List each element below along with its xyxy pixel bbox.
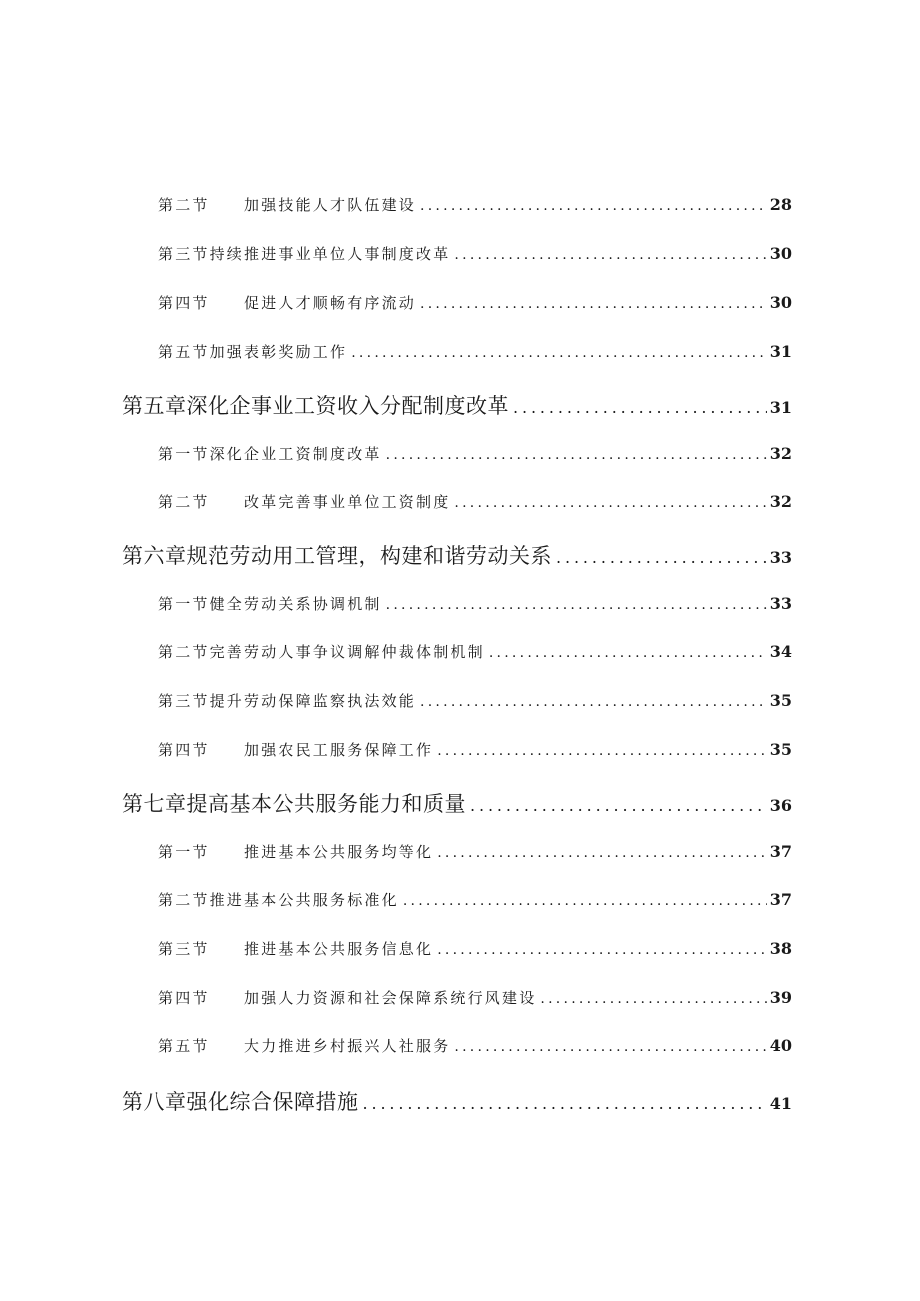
toc-page-number: 28 <box>769 195 792 214</box>
toc-entry-title: 持续推进事业单位人事制度改革 <box>209 245 451 263</box>
toc-section-entry[interactable] <box>158 889 792 910</box>
toc-entry-label <box>158 443 382 464</box>
toc-dot-leader <box>489 645 767 661</box>
toc-dot-leader <box>454 247 766 263</box>
toc-dot-leader <box>454 1039 766 1055</box>
toc-page-number: 32 <box>769 492 792 511</box>
toc-entry-label <box>158 690 416 711</box>
toc-entry-number: 第三节 <box>158 940 210 958</box>
toc-entry-number: 第二节 <box>158 493 210 511</box>
toc-entry-number: 第一节 <box>158 445 210 463</box>
toc-entry-label <box>122 390 509 420</box>
toc-entry-title: 加强表彰奖励工作 <box>209 343 348 361</box>
toc-entry-title: 促进人才顺畅有序流动 <box>244 294 417 312</box>
toc-entry-number: 第四节 <box>158 294 210 312</box>
toc-dot-leader <box>420 198 767 214</box>
toc-page-number: 31 <box>769 342 792 361</box>
toc-entry-number: 第二节 <box>158 643 210 661</box>
toc-section-entry[interactable] <box>158 841 792 862</box>
toc-chapter-entry[interactable] <box>122 540 792 570</box>
toc-entry-label <box>158 194 416 215</box>
toc-dot-leader <box>540 991 766 1007</box>
toc-chapter-entry[interactable] <box>122 1086 792 1116</box>
toc-entry-number: 第二节 <box>158 196 210 214</box>
toc-entry-label <box>158 1035 450 1056</box>
toc-entry-title: 提高基本公共服务能力和质量 <box>186 792 466 816</box>
toc-entry-number: 第五章 <box>122 394 187 418</box>
toc-dot-leader <box>470 796 767 815</box>
toc-entry-number: 第八章 <box>122 1090 187 1114</box>
toc-entry-label <box>158 292 416 313</box>
toc-entry-label <box>122 788 466 818</box>
toc-dot-leader <box>437 942 767 958</box>
toc-page-number: 30 <box>769 293 792 312</box>
toc-entry-label <box>158 593 382 614</box>
toc-entry-title: 提升劳动保障监察执法效能 <box>209 692 417 710</box>
toc-entry-number: 第一节 <box>158 843 210 861</box>
toc-page-number: 35 <box>769 691 792 710</box>
toc-dot-leader <box>437 743 767 759</box>
toc-section-entry[interactable] <box>158 690 792 711</box>
toc-dot-leader <box>437 845 767 861</box>
toc-entry-label <box>158 243 450 264</box>
toc-entry-title: 加强人力资源和社会保障系统行风建设 <box>244 989 537 1007</box>
toc-section-entry[interactable] <box>158 243 792 264</box>
toc-section-entry[interactable] <box>158 938 792 959</box>
toc-entry-title: 健全劳动关系协调机制 <box>209 595 382 613</box>
toc-entry-label <box>122 540 552 570</box>
toc-entry-label <box>158 641 485 662</box>
toc-entry-number: 第四节 <box>158 989 210 1007</box>
toc-section-entry[interactable] <box>158 443 792 464</box>
toc-dot-leader <box>556 548 767 567</box>
toc-entry-title: 推进基本公共服务标准化 <box>209 891 399 909</box>
toc-entry-label <box>158 739 433 760</box>
toc-entry-title: 改革完善事业单位工资制度 <box>244 493 451 511</box>
toc-entry-label <box>158 491 450 512</box>
toc-page-number: 30 <box>769 244 792 263</box>
toc-entry-title: 规范劳动用工管理，构建和谐劳动关系 <box>186 544 552 568</box>
toc-dot-leader <box>386 447 767 463</box>
toc-entry-title: 深化企业工资制度改革 <box>209 445 382 463</box>
toc-section-entry[interactable] <box>158 593 792 614</box>
toc-page-number: 33 <box>769 594 792 613</box>
toc-page-number: 33 <box>769 548 792 567</box>
toc-page-number: 38 <box>769 939 792 958</box>
toc-entry-title: 强化综合保障措施 <box>186 1090 359 1114</box>
toc-dot-leader <box>420 694 767 710</box>
toc-dot-leader <box>386 597 767 613</box>
toc-section-entry[interactable] <box>158 194 792 215</box>
toc-section-entry[interactable] <box>158 987 792 1008</box>
toc-entry-title: 完善劳动人事争议调解仲裁体制机制 <box>209 643 485 661</box>
toc-entry-number: 第六章 <box>122 544 187 568</box>
toc-dot-leader <box>351 345 767 361</box>
toc-section-entry[interactable] <box>158 292 792 313</box>
toc-entry-number: 第五节 <box>158 343 210 361</box>
toc-entry-number: 第七章 <box>122 792 187 816</box>
toc-section-entry[interactable] <box>158 641 792 662</box>
toc-chapter-entry[interactable] <box>122 390 792 420</box>
toc-entry-number: 第三节 <box>158 245 210 263</box>
toc-section-entry[interactable] <box>158 739 792 760</box>
toc-dot-leader <box>363 1094 767 1113</box>
toc-dot-leader <box>403 893 767 909</box>
toc-entry-label <box>158 341 347 362</box>
toc-page-number: 35 <box>769 740 792 759</box>
toc-entry-number: 第五节 <box>158 1037 210 1055</box>
toc-entry-label <box>158 841 433 862</box>
toc-entry-title: 深化企事业工资收入分配制度改革 <box>186 394 509 418</box>
toc-dot-leader <box>454 495 766 511</box>
toc-dot-leader <box>420 296 767 312</box>
toc-entry-number: 第一节 <box>158 595 210 613</box>
toc-page-number: 39 <box>769 988 792 1007</box>
toc-entry-label <box>122 1086 359 1116</box>
toc-page-number: 32 <box>769 444 792 463</box>
toc-page-number: 36 <box>769 796 792 815</box>
toc-page-number: 41 <box>769 1094 792 1113</box>
toc-entry-title: 加强技能人才队伍建设 <box>244 196 417 214</box>
toc-page-number: 40 <box>769 1036 792 1055</box>
toc-entry-title: 推进基本公共服务信息化 <box>244 940 434 958</box>
toc-page-number: 34 <box>769 642 792 661</box>
toc-dot-leader <box>513 398 767 417</box>
toc-entry-title: 大力推进乡村振兴人社服务 <box>244 1037 451 1055</box>
toc-page-number: 37 <box>769 842 792 861</box>
toc-chapter-entry[interactable] <box>122 788 792 818</box>
toc-section-entry[interactable] <box>158 491 792 512</box>
toc-entry-title: 加强农民工服务保障工作 <box>244 741 434 759</box>
toc-page-number: 37 <box>769 890 792 909</box>
toc-page-number: 31 <box>769 398 792 417</box>
toc-entry-number: 第三节 <box>158 692 210 710</box>
toc-entry-number: 第四节 <box>158 741 210 759</box>
toc-entry-label <box>158 889 399 910</box>
toc-entry-number: 第二节 <box>158 891 210 909</box>
toc-entry-label <box>158 987 536 1008</box>
toc-entry-title: 推进基本公共服务均等化 <box>244 843 434 861</box>
toc-section-entry[interactable] <box>158 341 792 362</box>
toc-section-entry[interactable] <box>158 1035 792 1056</box>
toc-entry-label <box>158 938 433 959</box>
